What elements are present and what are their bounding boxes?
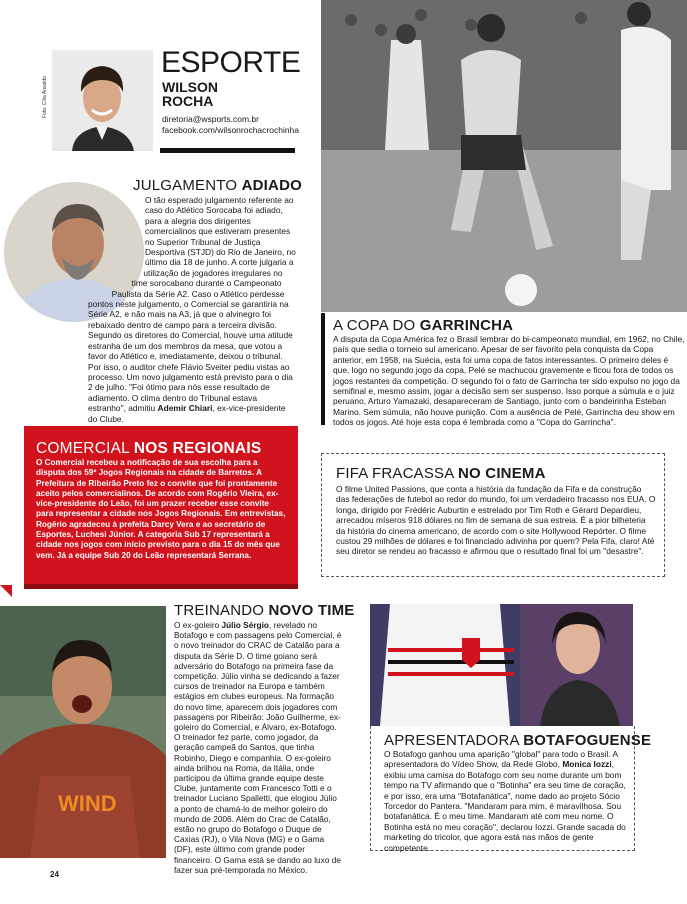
photo-credit: Foto: Cília Ansaldo <box>42 76 48 118</box>
author-photo <box>52 50 153 151</box>
apresentadora-title: APRESENTADORA BOTAFOGUENSE <box>384 732 652 749</box>
header-rule <box>160 148 295 153</box>
julgamento-title: JULGAMENTO ADIADO <box>133 177 302 194</box>
comercial-title: COMERCIAL NOS REGIONAIS <box>36 440 262 457</box>
treinando-title: TREINANDO NOVO TIME <box>174 602 355 619</box>
author-facebook[interactable]: facebook.com/wilsonrochacrochinha <box>162 125 300 135</box>
section-title: ESPORTE <box>161 46 301 79</box>
comercial-box-corner <box>0 585 12 597</box>
svg-text:WIND: WIND <box>58 791 117 816</box>
apresentadora-text: O Botafogo ganhou uma aparição "global" para todo o Brasil. A apresentadora do Vídeo Show, da Rede Globo, Monica Iozzi, exibiu uma camisa do Botafogo com seu nome durante um bom tempo na TV afirmando que o "Botinha" era seu time de coração, e por isso, era uma "Botafanática", nome dado ao projeto Sócio Torcedor do Pantera. "Mandaram para mim, é maravilhosa. Sou botafanática. É o meu time. Mandaram até com meu nome. O Botinha está no meu coração", declarou Iozzi. Grande sacada do marketing do tricolor, que agora está nas mãos de gente competente. <box>384 749 626 853</box>
author-name-1: WILSON <box>162 79 218 95</box>
author-name-2: ROCHA <box>162 93 214 109</box>
comercial-text: O Comercial recebeu a notificação de sua escolha para a disputa dos 59º Jogos Regionais na cidade de Barretos. A Prefeitura de Ribeirão Preto fez o convite que foi prontamente aceito pelos comercialinos. De acordo com Rogério Vieira, ex-vice-presidente do Leão, foi um prazer receber esse convite para representar a cidade nos Jogos Regionais. Em entrevistas, Rogério agradeceu à prefeita Darcy Vera e ao secretário de Esportes, Luchesi Júnior. A categoria Sub 17 representará a cidade nos jogos com início previsto para o dia 15 do mês que vem. Já a equipe Sub 20 do Leão representará Serrana. <box>36 458 286 560</box>
page-number: 24 <box>50 870 59 879</box>
garrincha-title: A COPA DO GARRINCHA <box>333 317 514 334</box>
julio-sergio-photo <box>0 606 166 858</box>
fifa-title: FIFA FRACASSA NO CINEMA <box>336 465 546 482</box>
treinando-text: O ex-goleiro Júlio Sérgio, revelado no Botafogo e com passagens pelo Comercial, é o novo treinador do CRAC de Catalão para a disputa da Série D. O time goiano será adversário do Botafogo na primeira fase da competição. Júlio vinha se dedicando a fazer cursos de treinador na Europa e também estágios em clubes europeus. Na formação do novo time, aparecem dois jogadores com passagens por Ribeirão: João Guilherme, ex-goleiro do Comercial, e Álvaro, ex-Botafogo. O treinador fez parte, como jogador, da geração campeã do Santos, que tinha Robinho, Diego e companhia. O ex-goleiro ainda brilhou na Roma, da Itália, onde participou da última grande equipe deste Clube, juntamente com Francesco Totti e o treinador Luciano Spalletti, que elogiou Júlio a ponto de chamá-lo de melhor goleiro do mundo de 2006. Além do Crac de Catalão, estão no grupo do Botafogo o Duque de Caxias (RJ), o Vila Nova (MG) e o Gama (DF), este último com grande poder financeiro. O Gama está se dando ao luxo de fazer sua pré-temporada no México. <box>174 620 342 875</box>
garrincha-text: A disputa da Copa América fez o Brasil lembrar do bi-campeonato mundial, em 1962, no Chile, país que sedia o torneio sul americano. Apesar de ser favorito pela conquista da Copa anterior, em 1958, na Suécia, esta foi uma copa de fatos interessantes. O primeiro deles é que, logo no segundo jogo da copa, Pelé se machucou gravemente e ficou fora de todos os jogos restantes da competição. O segundo foi o fato de Garrincha ter sido expulso no jogo da semifinal e, mesmo assim, jogar a decisão sem ser suspenso. Isso porque a súmula e o juiz peruano, Arturo Yamazaki, desapareceram de Santiago, junto com o bandeirinha Esteban Marino. Sem súmula, não houve punição. Com a ausência de Pelé, Garrincha deu show em todos os jogos. Até hoje esta copa é lembrada como a "Copa do Garrincha". <box>333 334 685 428</box>
author-email[interactable]: diretoria@wsports.com.br <box>162 114 259 124</box>
garrincha-photo <box>321 0 687 312</box>
comercial-shadow <box>24 584 298 589</box>
monica-iozzi-photo <box>370 604 633 726</box>
garrincha-left-rule <box>321 313 325 425</box>
julgamento-text: O tão esperado julgamento referente ao caso do Atlético Sorocaba foi adiado, para a alegria dos dirigentes comercialinos que estiveram presentes no Superior Tribunal de Justiça Desportiva (STJD) do Rio de Janeiro, no último dia 18 de junho. A corte julgaria a utilização de jogadores irregulares no time sorocabano durante o Campeonato Paulista da Série A2. Caso o Atlético perdesse pontos neste julgamento, o Comercial se garantiria na Série A2, e não mais na A3, já que o alvinegro foi rebaixado dentro de campo para a terceira divisão. Segundo os diretores do Comercial, houve uma atitude estranha de um dos membros da mesa, que votou a favor do Atlético e, imediatamente, deixou o tribunal. Por isso, o auditor chefe Flávio Sveiter pediu vistas ao processo. Um novo julgamento está previsto para o dia 2 de julho. "Foi ótimo para nós esse resultado de adiamento. O clima dentro do Tribunal estava estranho", admitiu Ademir Chiari, ex-vice-presidente do Clube. <box>88 195 296 424</box>
fifa-text: O filme United Passions, que conta a história da fundação da Fifa e da construção das federações de futebol ao redor do mundo, foi um verdadeiro fracasso nos EUA. O longa, dirigido por Frédéric Auburtin e estrelado por Tim Roth e Gérard Depardieu, arrecadou míseros 918 dólares no fim de semana de sua estreia. É a pior bilheteria da história do cinema americano, de acordo com o site Hollywood Repórter. O filme custou 29 milhões de dólares e foi financiado adivinha por quem? Pela Fifa, claro! Até seu diretor se rendeu ao fracasso e afirmou que o resultado final foi um "desastre". <box>336 484 656 557</box>
